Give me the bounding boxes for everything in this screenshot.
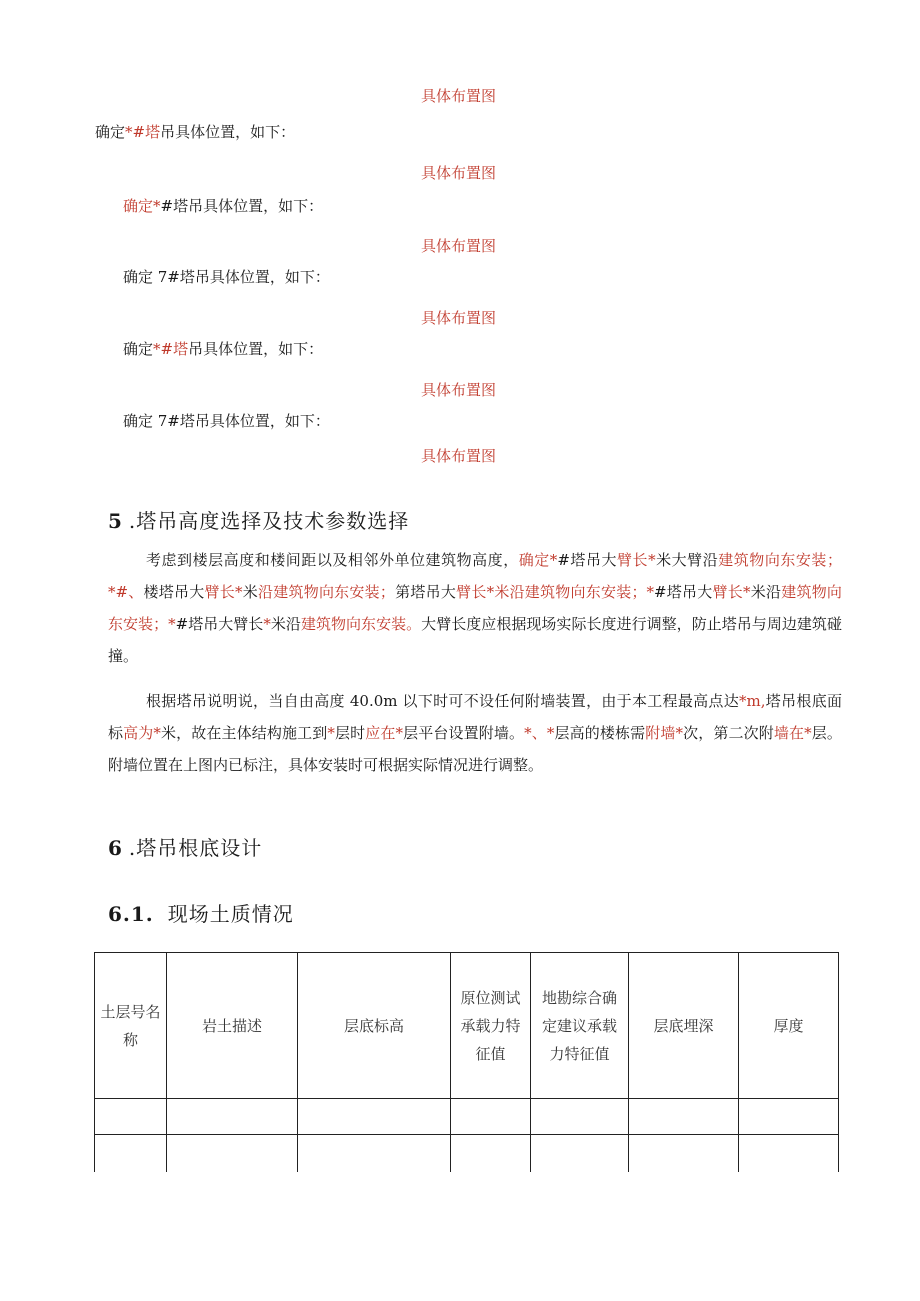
text-run: 米	[242, 583, 258, 601]
highlighted-text: 建筑物向东安装；*	[108, 583, 842, 633]
section-5-number: 5	[108, 509, 123, 533]
highlighted-text: 建筑物向东安装。	[300, 615, 422, 633]
text-run: #塔吊大	[557, 551, 618, 569]
section-5-paragraph-1	[108, 544, 842, 672]
highlighted-text: 臂长*	[617, 551, 656, 569]
text-run: 层高的楼栋需	[554, 724, 646, 742]
section-6-1-number: 6.1.	[108, 902, 154, 926]
text-run: 米，故在主体结构施工到	[160, 724, 328, 742]
highlighted-text: 墙在*	[773, 724, 812, 742]
table-cell	[739, 1099, 839, 1135]
highlighted-text: 附墙*	[645, 724, 683, 742]
caption-layout-3: 具体布置图	[421, 237, 497, 255]
highlighted-text: *	[327, 724, 335, 742]
table-cell	[95, 1135, 167, 1173]
text-run: 米沿	[270, 615, 301, 633]
table-cell	[298, 1099, 451, 1135]
caption-layout-1: 具体布置图	[421, 87, 497, 105]
text-run: 次，第二次附	[683, 724, 774, 742]
highlighted-text: 确定*	[123, 197, 161, 215]
caption-layout-5: 具体布置图	[421, 381, 497, 399]
confirm-line-3	[123, 266, 330, 287]
highlighted-text: 臂长*	[204, 583, 243, 601]
text-run: 米大臂沿	[655, 551, 719, 569]
text-run: 吊具体位置，如下：	[160, 123, 296, 141]
highlighted-text: 高为*	[123, 724, 161, 742]
text-run: 层。附墙位置在上图内已标注，具体安装时可根据实际情况进行调整。	[108, 724, 842, 774]
section-6-heading	[108, 832, 262, 861]
section-5-heading	[108, 505, 409, 534]
table-cell	[451, 1099, 531, 1135]
table-cell	[95, 1099, 167, 1135]
text-run: 层时	[334, 724, 366, 742]
table-cell	[451, 1135, 531, 1173]
section-5-title: .塔吊高度选择及技术参数选择	[128, 509, 410, 533]
confirm-line-1	[95, 121, 295, 142]
caption-layout-2: 具体布置图	[421, 164, 497, 182]
text-run: 层平台设置附墙。	[403, 724, 525, 742]
table-cell	[739, 1135, 839, 1173]
section-5-body	[108, 544, 842, 781]
text-run: 楼塔吊大	[143, 583, 205, 601]
text-run: 确定	[123, 340, 154, 358]
confirm-line-5	[123, 410, 330, 431]
section-6-1-title: 现场土质情况	[167, 902, 294, 926]
section-6-1-heading	[108, 898, 294, 927]
section-5-paragraph-2	[108, 685, 842, 781]
text-run: 第塔吊大	[394, 583, 457, 601]
text-run: 大臂长度应根据现场实际长度进行调整，防止塔吊与周边建筑碰撞。	[108, 615, 842, 665]
soil-conditions-table	[94, 952, 839, 1172]
highlighted-text: *#塔	[153, 340, 189, 358]
header-bottom-elevation: 层底标高	[298, 953, 451, 1099]
header-thickness: 厚度	[739, 953, 839, 1099]
text-run: #塔吊大臂长	[175, 615, 264, 633]
confirm-line-4	[123, 338, 323, 359]
table-cell	[531, 1135, 629, 1173]
highlighted-text: *	[263, 615, 271, 633]
table-cell	[531, 1099, 629, 1135]
text-run: 米沿	[750, 583, 782, 601]
section-6-title: .塔吊根底设计	[128, 836, 263, 860]
header-rock-description: 岩土描述	[167, 953, 298, 1099]
caption-layout-4: 具体布置图	[421, 309, 497, 327]
text-run: 根据塔吊说明说，当自由高度 40.0m 以下时可不设任何附墙装置，由于本工程最高点达	[146, 692, 740, 710]
caption-layout-6: 具体布置图	[421, 447, 497, 465]
highlighted-text: 臂长*	[712, 583, 751, 601]
text-run: 吊具体位置，如下：	[188, 340, 324, 358]
text-run: #塔吊具体位置，如下：	[160, 197, 324, 215]
text-run: 确定 7#塔吊具体位置，如下：	[123, 412, 330, 430]
text-run: 考虑到楼层高度和楼间距以及相邻外单位建筑物高度，	[146, 551, 519, 569]
text-run: 塔吊根底面标	[108, 692, 842, 742]
text-run: #塔吊大	[653, 583, 713, 601]
highlighted-text: 建筑物向东安装；*#、	[108, 551, 842, 601]
text-run: 确定 7#塔吊具体位置，如下：	[123, 268, 330, 286]
highlighted-text: 沿建筑物向东安装；	[257, 583, 395, 601]
highlighted-text: *m,	[739, 692, 766, 710]
table-cell	[298, 1135, 451, 1173]
table-cell	[629, 1135, 739, 1173]
header-in-situ-bearing: 原位测试承载力特征值	[451, 953, 531, 1099]
highlighted-text: 确定*	[518, 551, 558, 569]
table-row	[95, 1135, 839, 1173]
table-cell	[167, 1099, 298, 1135]
text-run: 确定	[95, 123, 126, 141]
header-recommended-bearing: 地勘综合确定建议承载力特征值	[531, 953, 629, 1099]
highlighted-text: 臂长*米沿建筑物向东安装；*	[456, 583, 654, 601]
header-bottom-depth: 层底埋深	[629, 953, 739, 1099]
table-cell	[167, 1135, 298, 1173]
table-cell	[629, 1099, 739, 1135]
highlighted-text: 应在*	[365, 724, 403, 742]
header-layer-name: 土层号名称	[95, 953, 167, 1099]
section-6-number: 6	[108, 836, 123, 860]
table-row	[95, 1099, 839, 1135]
highlighted-text: *、*	[524, 724, 555, 742]
highlighted-text: *#塔	[125, 123, 161, 141]
confirm-line-2	[123, 195, 323, 216]
table-header-row	[95, 953, 839, 1099]
